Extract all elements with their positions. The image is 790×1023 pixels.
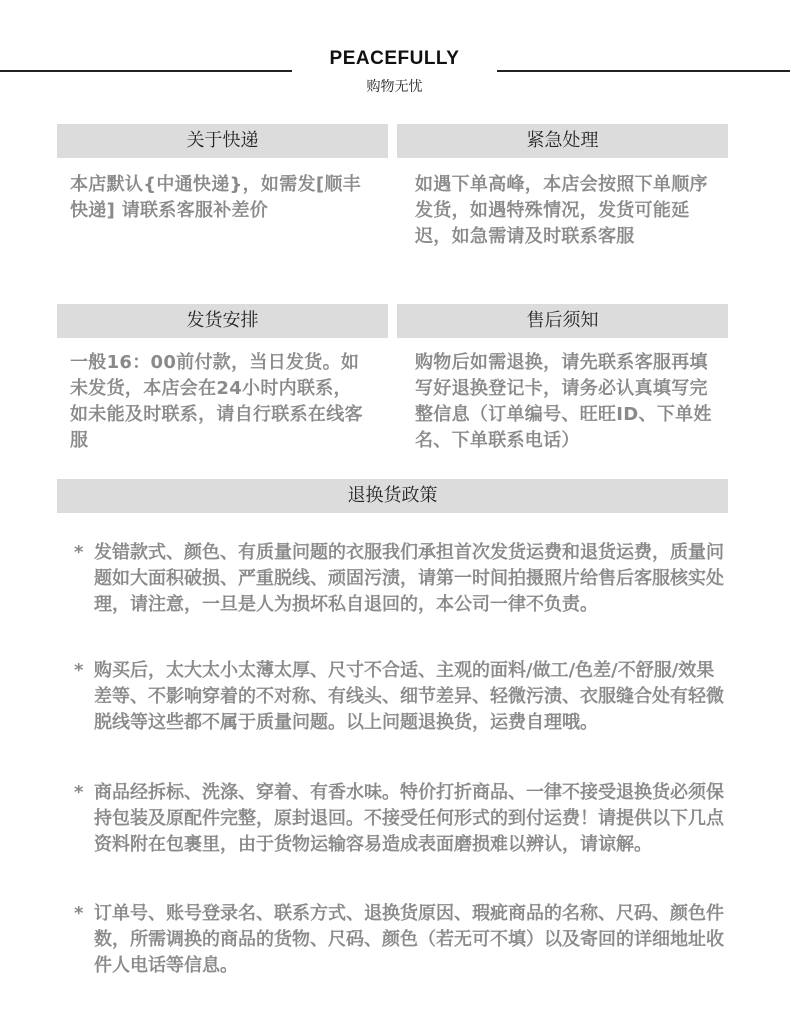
- brand-subtitle: 购物无忧: [366, 79, 423, 95]
- bullet-icon: *: [74, 660, 84, 681]
- header-rule-left: [0, 70, 292, 72]
- policy-item: [74, 780, 724, 858]
- header-rule-right: [497, 70, 790, 72]
- brand-title: PEACEFULLY: [329, 48, 460, 69]
- section-body-express: 本店默认{中通快递}，如需发[顺丰快递] 请联系客服补差价: [70, 174, 361, 221]
- bullet-icon: *: [74, 542, 84, 563]
- section-body-shipping: 一般16：00前付款，当日发货。如未发货，本店会在24小时内联系，如未能及时联系，请自行联系在线客服: [70, 352, 363, 451]
- policy-item-text: 订单号、账号登录名、联系方式、退换货原因、瑕疵商品的名称、尺码、颜色件数，所需调换的商品的货物、尺码、颜色（若无可不填）以及寄回的详细地址收件人电话等信息。: [94, 903, 724, 976]
- policy-item-text: 购买后，太大太小太薄太厚、尺寸不合适、主观的面料/做工/色差/不舒服/效果差等、不影响穿着的不对称、有线头、细节差异、轻微污渍、衣服缝合处有轻微脱线等这些都不属于质量问题。以上问题退换货，运费自理哦。: [94, 660, 724, 733]
- policy-item: [74, 901, 724, 979]
- policy-heading: 退换货政策: [57, 479, 728, 513]
- bullet-icon: *: [74, 782, 84, 803]
- policy-item-text: 商品经拆标、洗涤、穿着、有香水味。特价打折商品、一律不接受退换货必须保持包装及原配件完整，原封退回。不接受任何形式的到付运费！请提供以下几点资料附在包裹里，由于货物运输容易造成表面磨损难以辨认，请谅解。: [94, 782, 724, 855]
- policy-item-text: 发错款式、颜色、有质量问题的衣服我们承担首次发货运费和退货运费，质量问题如大面积破损、严重脱线、顽固污渍，请第一时间拍摄照片给售后客服核实处理，请注意，一旦是人为损坏私自退回的，本公司一律不负责。: [94, 542, 724, 615]
- section-heading-emergency: 紧急处理: [397, 124, 728, 158]
- policy-item: [74, 540, 724, 618]
- policy-item: [74, 658, 724, 736]
- section-heading-aftersales: 售后须知: [397, 304, 728, 338]
- section-heading-shipping: 发货安排: [57, 304, 388, 338]
- section-body-aftersales: 购物后如需退换，请先联系客服再填写好退换登记卡，请务必认真填写完整信息（订单编号、旺旺ID、下单姓名、下单联系电话）: [415, 352, 712, 451]
- bullet-icon: *: [74, 903, 84, 924]
- section-heading-express: 关于快递: [57, 124, 388, 158]
- section-body-emergency: 如遇下单高峰，本店会按照下单顺序发货，如遇特殊情况，发货可能延迟，如急需请及时联系客服: [415, 174, 708, 247]
